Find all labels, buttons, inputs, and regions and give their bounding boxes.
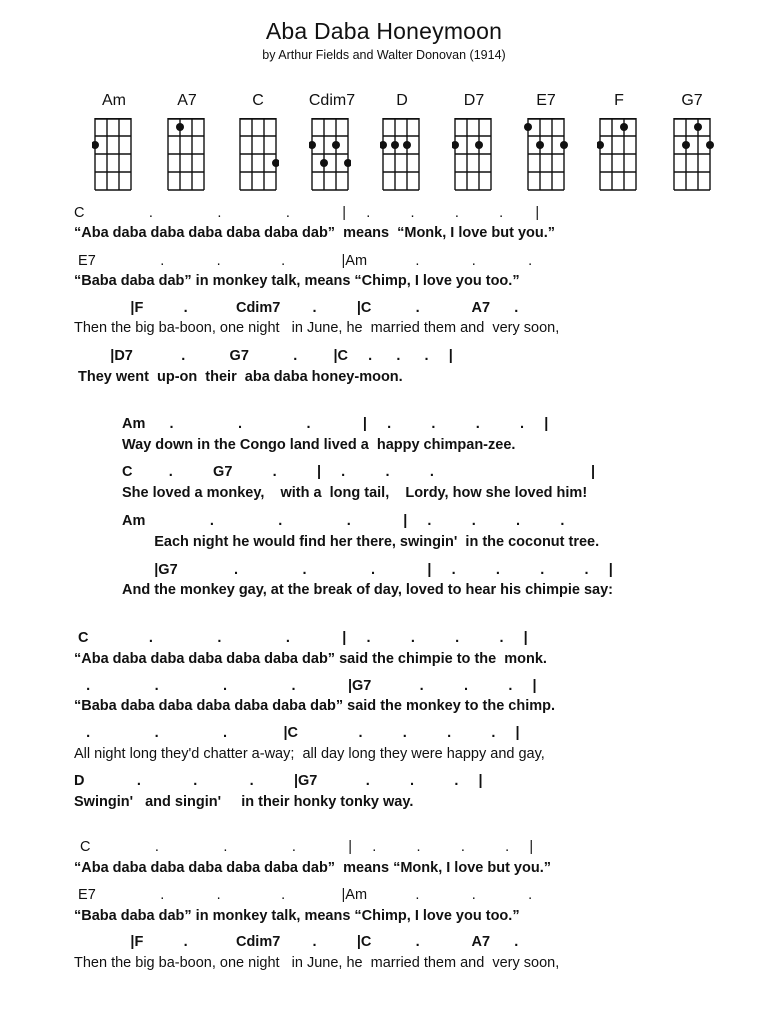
chord-line: . . . |C . . . . | — [74, 725, 520, 741]
chord-line: . . . . |G7 . . . | — [74, 678, 537, 694]
lyric-line: She loved a monkey, with a long tail, Lordy, how she loved him! — [122, 485, 588, 501]
lyric-line: “Baba daba daba daba daba daba dab” said the monkey to the chimp. — [74, 698, 556, 714]
chord-diagram-c — [237, 118, 279, 198]
chord-line: C . . . | . . . . | — [80, 839, 534, 855]
chord-name-d7: D7 — [463, 92, 485, 109]
chord-name-a7: A7 — [177, 92, 197, 109]
chord-line: |D7 . G7 . |C . . . | — [74, 348, 453, 364]
chord-diagram-g7 — [670, 118, 716, 198]
lyric-line: “Aba daba daba daba daba daba dab” said the chimpie to the monk. — [74, 651, 547, 667]
lyric-line: “Baba daba dab” in monkey talk, means “Chimp, I love you too.” — [74, 273, 520, 289]
chord-line: |F . Cdim7 . |C . A7 . — [74, 934, 519, 950]
chord-diagram-f — [597, 118, 639, 198]
chord-diagram-a7 — [165, 118, 207, 198]
chord-name-f: F — [614, 92, 624, 109]
lyric-line: They went up-on their aba daba honey-moon. — [74, 369, 403, 385]
chord-diagram-e7 — [524, 118, 570, 198]
chord-line: C . . . | . . . . | — [74, 630, 528, 646]
chord-name-g7: G7 — [681, 92, 703, 109]
lyric-line: Then the big ba-boon, one night in June, he married them and very soon, — [74, 955, 560, 971]
chord-diagram-cdim7 — [309, 118, 351, 198]
lyric-line: “Baba daba dab” in monkey talk, means “Chimp, I love you too.” — [74, 908, 520, 924]
chord-line: |F . Cdim7 . |C . A7 . — [74, 300, 519, 316]
lyric-line: Then the big ba-boon, one night in June, he married them and very soon, — [74, 320, 560, 336]
lyric-line: Swingin' and singin' in their honky tonky way. — [74, 794, 414, 810]
lyric-line: Way down in the Congo land lived a happy chimpan-zee. — [122, 437, 516, 453]
chord-name-d: D — [396, 92, 408, 109]
chord-diagram-am — [92, 118, 134, 198]
chord-name-c: C — [252, 92, 264, 109]
chord-line: |G7 . . . | . . . . | — [122, 562, 613, 578]
chord-diagram-d — [380, 118, 422, 198]
chord-diagram-d7 — [452, 118, 494, 198]
chord-diagram-row — [0, 88, 768, 200]
chord-line: D . . . |G7 . . . | — [74, 773, 483, 789]
chord-line: Am . . . | . . . . | — [122, 416, 549, 432]
chord-name-am: Am — [102, 92, 126, 109]
chord-line: C . G7 . | . . . | — [122, 464, 596, 480]
song-subtitle: by Arthur Fields and Walter Donovan (1914) — [262, 48, 506, 62]
chord-line: E7 . . . |Am . . . — [74, 253, 533, 269]
lyric-line: All night long they'd chatter a-way; all day long they were happy and gay, — [74, 746, 545, 762]
lyric-line: “Aba daba daba daba daba daba dab” means “Monk, I love but you.” — [74, 860, 551, 876]
song-title: Aba Daba Honeymoon — [265, 18, 503, 44]
lyric-line: And the monkey gay, at the break of day, loved to hear his chimpie say: — [122, 582, 613, 598]
chord-name-e7: E7 — [536, 92, 556, 109]
chord-line: C . . . | . . . . | — [74, 205, 540, 221]
lyric-line: “Aba daba daba daba daba daba dab” means “Monk, I love but you.” — [74, 225, 556, 241]
lyric-line: Each night he would find her there, swingin' in the coconut tree. — [122, 534, 600, 550]
chord-line: Am . . . | . . . . — [122, 513, 565, 529]
chord-line: E7 . . . |Am . . . — [74, 887, 533, 903]
chord-name-cdim7: Cdim7 — [308, 92, 356, 109]
